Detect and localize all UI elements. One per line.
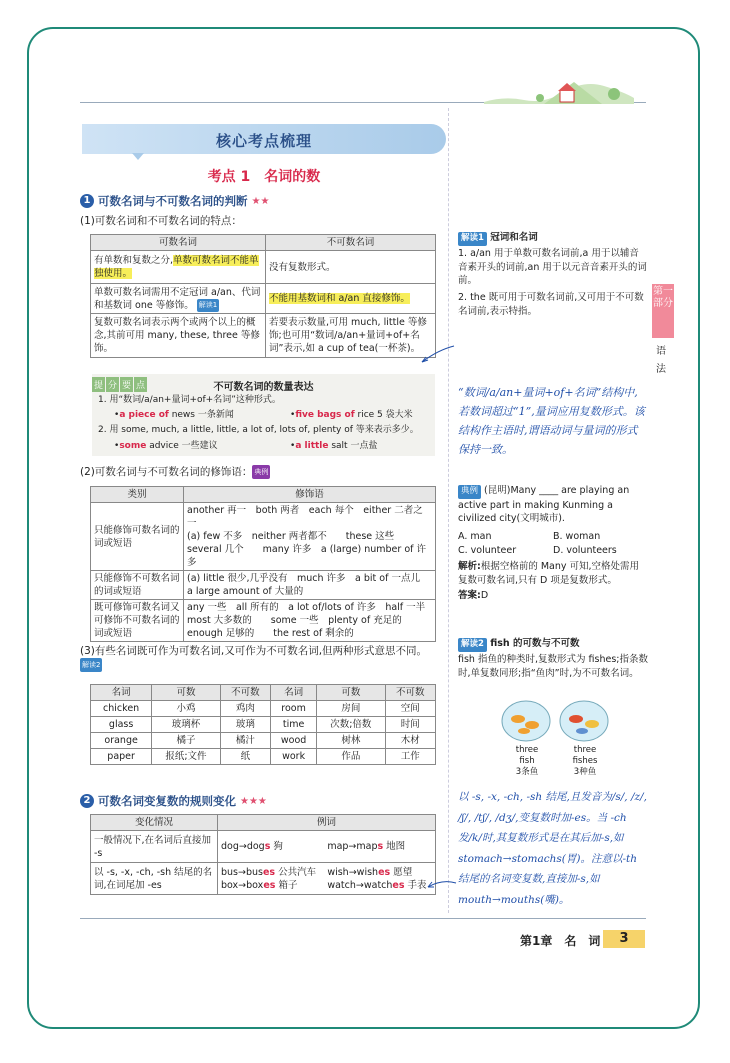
gloss: 公共汽车 [275,866,317,878]
note-tag: 解读2 [80,658,102,672]
cell: glass [91,717,152,733]
cell: 空间 [385,701,435,717]
para-text: (3)有些名词既可作为可数名词,又可作为不可数名词,但两种形式意思不同。 [80,645,428,657]
note-title: fish 的可数与不可数 [490,638,580,649]
note-1-line: 2. the 既可用于可数名词前,又可用于不可数名词前,表示特指。 [458,292,644,317]
table-row [91,749,436,765]
answer-label: 答案: [458,590,481,601]
cell [324,831,435,863]
th: 名词 [91,685,152,701]
word: map→map [327,841,378,852]
cell: wood [271,733,317,749]
table-row [91,717,436,733]
caption-line: three fishes [572,745,598,766]
th: 可数 [152,685,220,701]
example-tag: 典例 [252,465,270,479]
note-2-heading [458,637,580,652]
note-1-line: 1. a/an 用于单数可数名词前,a 用于以辅音音素开头的词前,an 用于以元音音素开头的词前。 [458,248,647,286]
suffix: es [392,879,405,891]
section-2-heading [80,793,267,809]
option-b: B. woman [553,531,601,542]
explanation-label: 解析: [458,561,481,572]
tip-char: 分 [106,377,119,392]
th-category: 类别 [91,487,184,503]
para-3 [80,644,440,672]
tip-line: 2. 用 some, much, a little, little, a lot of, lots of, plenty of 等来表示多少。 [98,425,419,435]
tip-title: 不可数名词的数量表达 [213,382,314,393]
banner-title: 核心考点梳理 [215,132,312,150]
cell: 玻璃 [220,717,270,733]
suffix: es [263,879,276,891]
note-1-heading [458,231,538,246]
gloss: 箱子 [275,879,298,891]
star-rating: ★★★ [240,795,267,807]
caption-2 [562,745,608,778]
tip-text: advice 一些建议 [146,441,218,451]
chapter-label: 第1章 名 词 [520,934,601,948]
footer-rule [80,918,646,919]
section-banner [82,124,446,154]
arrow-annotation [418,340,458,370]
handwritten-note-2: 以 -s, -x, -ch, -sh 结尾,且发音为/s/, /z/, /ʃ/, /tʃ/, /dʒ/,变复数时加-es。当 -ch 发/k/时,其复数形式是在其后加-s,如 stomach→stomachs(胃)。注意以-th 结尾的名词变复数,直接加-s,如 mouth→mouths(嘴)。 [458,791,647,906]
cell: 一般情况下,在名词后直接加 -s [91,831,218,863]
column-divider [448,108,449,913]
tip-example: •some advice 一些建议 [114,441,218,451]
cell: 鸡肉 [220,701,270,717]
cell [324,863,435,895]
word: bus→bus [221,866,263,878]
cell: 工作 [385,749,435,765]
cell [184,571,436,600]
cell [218,863,325,895]
option-c: C. volunteer [458,545,517,556]
caption-line: three fish [515,745,539,766]
caption-1 [508,745,546,778]
section-title: 可数名词与不可数名词的判断 [98,194,248,208]
cell-text: 有单数和复数之分, [94,255,174,266]
cell: 复数可数名词表示两个或两个以上的概念,其前可用 many, these, three 等修饰。 [91,314,266,358]
cell [91,251,266,284]
note-tag: 解读2 [458,638,487,652]
arrow-annotation [424,875,460,895]
example-question [458,484,648,526]
highlighted-text: 单数可数名词不能单独使用。 [94,255,259,279]
cell-text: 单数可数名词需用不定冠词 a/an、代词和基数词 one 等修饰。 [94,286,261,311]
answer-text: D [480,590,489,601]
cell: 次数;倍数 [317,717,385,733]
star-rating: ★★ [251,195,270,207]
suffix: es [262,866,276,878]
cell: time [271,717,317,733]
cell: 房间 [317,701,385,717]
cell: 时间 [385,717,435,733]
table-row [91,701,436,717]
word: watch→watch [327,879,393,891]
handwritten-note-1: “数词/a/an+量词+of+名词”结构中,若数词超过“1”,量词应用复数形式。该结构作主语时,谓语动词与量词的形式保持一致。 [458,386,645,456]
section-number: 1 [80,194,94,208]
suffix: es [378,866,391,878]
word: dog→dog [221,841,265,852]
cell-line: a large amount of 大量的 [187,586,304,597]
cell: 纸 [220,749,270,765]
red-phrase: a little [295,441,329,451]
fish-bowls-illustration [498,697,618,743]
th: 不可数 [385,685,435,701]
cell: 只能修饰可数名词的词或短语 [91,503,184,571]
cell-line: several 几个 many 许多 a (large) number of 许多 [187,544,427,568]
section-title: 可数名词变复数的规则变化 [98,794,236,808]
red-phrase: some [119,441,147,451]
cell: 小鸡 [152,701,220,717]
tip-line: 1. 用“数词/a/an+量词+of+名词”这种形式。 [98,395,281,405]
gloss: 愿望 [390,866,413,878]
cell: 树林 [317,733,385,749]
cell: work [271,749,317,765]
page-number: 3 [603,930,645,948]
cell [266,284,436,314]
th-rule: 变化情况 [91,815,218,831]
tip-example: •a little salt 一点盐 [290,441,378,451]
cell-line: (a) few 不多 neither 两者都不 these 这些 [187,531,395,542]
gloss: 地图 [383,841,406,852]
cell: 玻璃杯 [152,717,220,733]
para-1: (1)可数名词和不可数名词的特点： [80,215,242,227]
example-tag: 典例 [458,485,481,499]
cell [218,831,325,863]
cell: 既可修饰可数名词又可修饰不可数名词的词或短语 [91,600,184,642]
tip-example: •a piece of news 一条新闻 [114,410,234,420]
cell-line: enough 足够的 the rest of 剩余的 [187,628,354,639]
cell: chicken [91,701,152,717]
tip-char: 点 [134,377,147,392]
note-title: 冠词和名词 [490,232,538,243]
features-table [90,234,436,358]
cell-line: another 再一 both 两者 each 每个 either 二者之一 [187,505,423,529]
gloss: 手表 [404,879,427,891]
section-number: 2 [80,794,94,808]
cell: 没有复数形式。 [266,251,436,284]
caption-line: 3种鱼 [573,767,597,777]
table-row [91,733,436,749]
tip-char: 要 [120,377,133,392]
cell-line: any 一些 all 所有的 a lot of/lots of 许多 half 一半 [187,602,426,613]
tip-text: news 一条新闻 [168,410,234,420]
gloss: 狗 [270,841,283,852]
red-phrase: five bags of [295,410,355,420]
hills-house-illustration [484,78,634,104]
tip-char: 提 [92,377,105,392]
question-text: (昆明)Many ____ are playing an active part in making Kunming a civilized city(文明城市). [458,485,630,524]
th: 可数 [317,685,385,701]
note-tag: 解读1 [197,299,219,312]
para-2 [80,465,270,479]
section-1-heading [80,193,269,209]
answer [458,589,488,603]
th: 不可数 [220,685,270,701]
part-tab: 第一部分 [652,284,674,338]
cell: orange [91,733,152,749]
th-examples: 例词 [218,815,436,831]
cell: 木材 [385,733,435,749]
cell-line: most 大多数的 some 一些 plenty of 充足的 [187,615,402,626]
dual-nouns-table [90,684,436,765]
plural-rules-table [90,814,436,895]
modifiers-table [90,486,436,642]
caption-line: 3条鱼 [515,767,539,777]
explanation [458,560,648,587]
tip-example: •five bags of rice 5 袋大米 [290,410,413,420]
suffix: s [377,841,384,852]
suffix: s [264,841,271,852]
cell: 只能修饰不可数名词的词或短语 [91,571,184,600]
part-label: 语法 [656,346,666,375]
cell [91,284,266,314]
th: 名词 [271,685,317,701]
highlighted-text: 不能用基数词和 a/an 直接修饰。 [269,293,410,304]
note-tag: 解读1 [458,232,487,246]
point-title: 考点 1 名词的数 [207,169,321,185]
th-countable: 可数名词 [91,235,266,251]
cell: room [271,701,317,717]
tip-box [92,374,435,456]
tip-text: rice 5 袋大米 [354,410,413,420]
note-2-text: fish 指鱼的种类时,复数形式为 fishes;指条数时,单复数同形;指“鱼肉”时,为不可数名词。 [458,654,648,679]
para-text: (2)可数名词与不可数名词的修饰语： [80,466,253,478]
cell: paper [91,749,152,765]
cell [184,503,436,571]
option-d: D. volunteers [553,545,617,556]
cell [184,600,436,642]
red-phrase: a piece of [119,410,169,420]
th-modifiers: 修饰语 [184,487,436,503]
cell: 以 -s, -x, -ch, -sh 结尾的名词,在词尾加 -es [91,863,218,895]
th-uncountable: 不可数名词 [266,235,436,251]
cell-line: (a) little 很少,几乎没有 much 许多 a bit of 一点儿 [187,573,420,584]
cell: 作品 [317,749,385,765]
option-a: A. man [458,531,492,542]
cell: 报纸;文件 [152,749,220,765]
cell: 橘子 [152,733,220,749]
cell: 橘汁 [220,733,270,749]
explanation-text: 根据空格前的 Many 可知,空格处需用复数可数名词,只有 D 项是复数形式。 [458,561,640,586]
word: wish→wish [327,866,379,878]
cell: 若要表示数量,可用 much, little 等修饰;也可用“数词/a/an+量词+of+名词”表示,如 a cup of tea(一杯茶)。 [266,314,436,358]
word: box→box [221,879,264,891]
tip-text: salt 一点盐 [328,441,378,451]
